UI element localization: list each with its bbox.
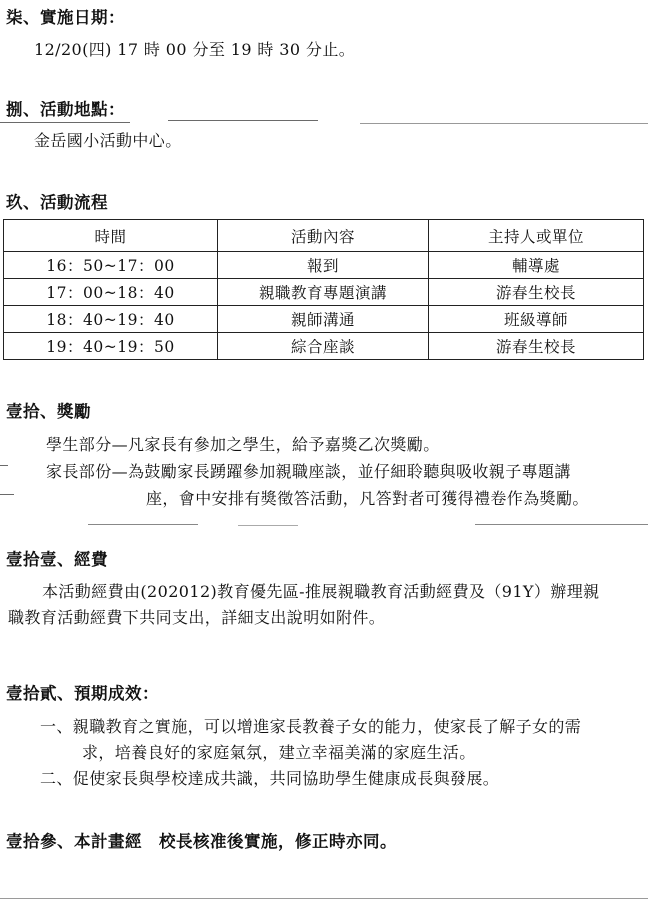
outcome-item-1: 一、親職教育之實施，可以增進家長教養子女的能力，使家長了解子女的需 bbox=[40, 717, 582, 736]
budget-text: 本活動經費由(202012)教育優先區-推展親職教育活動經費及（91Y）辦理親 bbox=[42, 582, 600, 601]
scan-line bbox=[88, 524, 198, 525]
outcome-item-1-cont: 求，培養良好的家庭氣氛，建立幸福美滿的家庭生活。 bbox=[82, 743, 476, 762]
host-cell: 游春生校長 bbox=[429, 279, 644, 306]
scan-line bbox=[360, 123, 648, 124]
table-row bbox=[4, 252, 644, 279]
table-row bbox=[4, 333, 644, 360]
section-12-heading: 壹拾貳、預期成效： bbox=[6, 684, 159, 703]
time-cell: 16：50~17：00 bbox=[4, 252, 218, 279]
scan-line bbox=[238, 525, 298, 526]
reward-students: 學生部分—凡家長有參加之學生，給予嘉獎乙次獎勵。 bbox=[46, 435, 440, 454]
table-row bbox=[4, 279, 644, 306]
activity-cell: 報到 bbox=[218, 252, 429, 279]
section-11-heading: 壹拾壹、經費 bbox=[6, 550, 108, 569]
column-header-time: 時間 bbox=[4, 220, 218, 252]
scan-line bbox=[0, 122, 130, 123]
host-cell: 輔導處 bbox=[429, 252, 644, 279]
section-10-heading: 壹拾、獎勵 bbox=[6, 402, 91, 421]
column-header-host: 主持人或單位 bbox=[429, 220, 644, 252]
column-header-activity: 活動內容 bbox=[218, 220, 429, 252]
reward-parents-cont: 座，會中安排有獎徵答活動，凡答對者可獲得禮卷作為獎勵。 bbox=[146, 489, 589, 508]
implementation-date: 12/20(四) 17 時 00 分至 19 時 30 分止。 bbox=[34, 40, 356, 59]
time-cell: 19：40~19：50 bbox=[4, 333, 218, 360]
section-13-statement: 壹拾參、本計畫經 校長核准後實施，修正時亦同。 bbox=[6, 832, 397, 851]
scan-line bbox=[0, 898, 648, 899]
section-8-heading: 捌、活動地點： bbox=[6, 100, 125, 119]
time-cell: 17：00~18：40 bbox=[4, 279, 218, 306]
scan-line bbox=[168, 120, 318, 121]
activity-cell: 綜合座談 bbox=[218, 333, 429, 360]
scan-line bbox=[0, 494, 14, 495]
venue: 金岳國小活動中心。 bbox=[34, 131, 182, 150]
activity-cell: 親師溝通 bbox=[218, 306, 429, 333]
table-row bbox=[4, 306, 644, 333]
schedule-table bbox=[3, 219, 644, 360]
host-cell: 游春生校長 bbox=[429, 333, 644, 360]
table-header-row bbox=[4, 220, 644, 252]
scan-line bbox=[0, 465, 8, 466]
section-9-heading: 玖、活動流程 bbox=[6, 193, 108, 212]
budget-text-cont: 職教育活動經費下共同支出，詳細支出說明如附件。 bbox=[8, 608, 386, 627]
scan-line bbox=[475, 524, 648, 525]
reward-parents: 家長部份—為鼓勵家長踴躍參加親職座談，並仔細聆聽與吸收親子專題講 bbox=[46, 462, 571, 481]
activity-cell: 親職教育專題演講 bbox=[218, 279, 429, 306]
outcome-item-2: 二、促使家長與學校達成共識，共同協助學生健康成長與發展。 bbox=[40, 769, 500, 788]
time-cell: 18：40~19：40 bbox=[4, 306, 218, 333]
host-cell: 班級導師 bbox=[429, 306, 644, 333]
section-7-heading: 柒、實施日期： bbox=[6, 8, 125, 27]
